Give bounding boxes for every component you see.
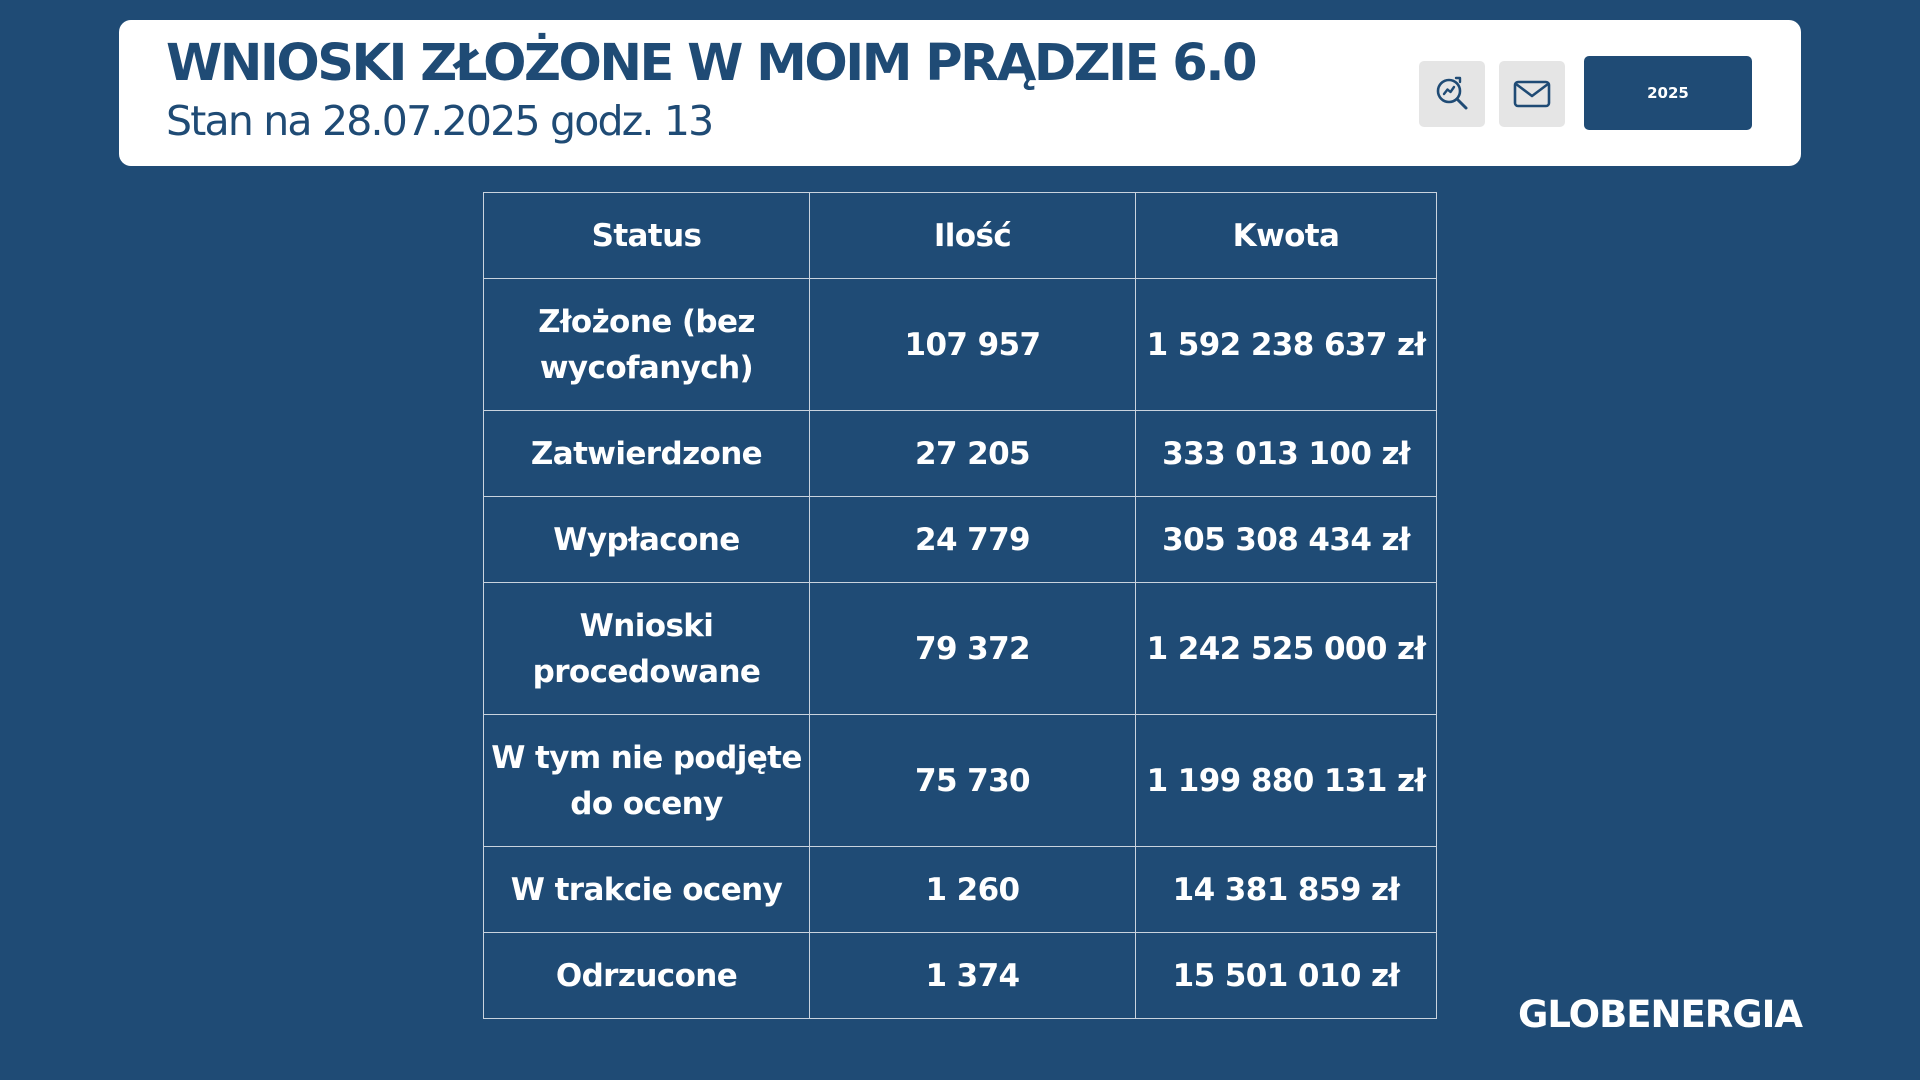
status-cell: Złożone (bez wycofanych) (484, 279, 810, 411)
count-cell: 79 372 (810, 583, 1136, 715)
column-header-amount: Kwota (1136, 193, 1437, 279)
column-header-status: Status (484, 193, 810, 279)
status-cell: W tym nie podjęte do oceny (484, 715, 810, 847)
mail-button[interactable] (1499, 61, 1565, 127)
table-row (484, 933, 1437, 1019)
table-row (484, 411, 1437, 497)
table-row (484, 715, 1437, 847)
amount-cell: 1 242 525 000 zł (1136, 583, 1437, 715)
applications-table (483, 192, 1437, 1019)
amount-cell: 305 308 434 zł (1136, 497, 1437, 583)
amount-cell: 15 501 010 zł (1136, 933, 1437, 1019)
table-header-row (484, 193, 1437, 279)
column-header-count: Ilość (810, 193, 1136, 279)
page-subtitle: Stan na 28.07.2025 godz. 13 (166, 97, 713, 145)
header-card (119, 20, 1801, 166)
amount-cell: 14 381 859 zł (1136, 847, 1437, 933)
table-row (484, 847, 1437, 933)
year-button[interactable]: 2025 (1584, 56, 1752, 130)
table-row (484, 583, 1437, 715)
search-button[interactable] (1419, 61, 1485, 127)
count-cell: 1 260 (810, 847, 1136, 933)
status-cell: W trakcie oceny (484, 847, 810, 933)
globenergia-logo: GLOBENERGIA (1518, 993, 1803, 1036)
count-cell: 27 205 (810, 411, 1136, 497)
status-cell: Wypłacone (484, 497, 810, 583)
page-title: WNIOSKI ZŁOŻONE W MOIM PRĄDZIE 6.0 (166, 34, 1256, 93)
status-cell: Odrzucone (484, 933, 810, 1019)
mail-icon (1512, 74, 1552, 114)
count-cell: 75 730 (810, 715, 1136, 847)
amount-cell: 1 199 880 131 zł (1136, 715, 1437, 847)
amount-cell: 333 013 100 zł (1136, 411, 1437, 497)
table-row (484, 497, 1437, 583)
count-cell: 107 957 (810, 279, 1136, 411)
count-cell: 24 779 (810, 497, 1136, 583)
status-cell: Wnioski procedowane (484, 583, 810, 715)
amount-cell: 1 592 238 637 zł (1136, 279, 1437, 411)
status-cell: Zatwierdzone (484, 411, 810, 497)
search-refresh-icon (1432, 74, 1472, 114)
table-row (484, 279, 1437, 411)
count-cell: 1 374 (810, 933, 1136, 1019)
